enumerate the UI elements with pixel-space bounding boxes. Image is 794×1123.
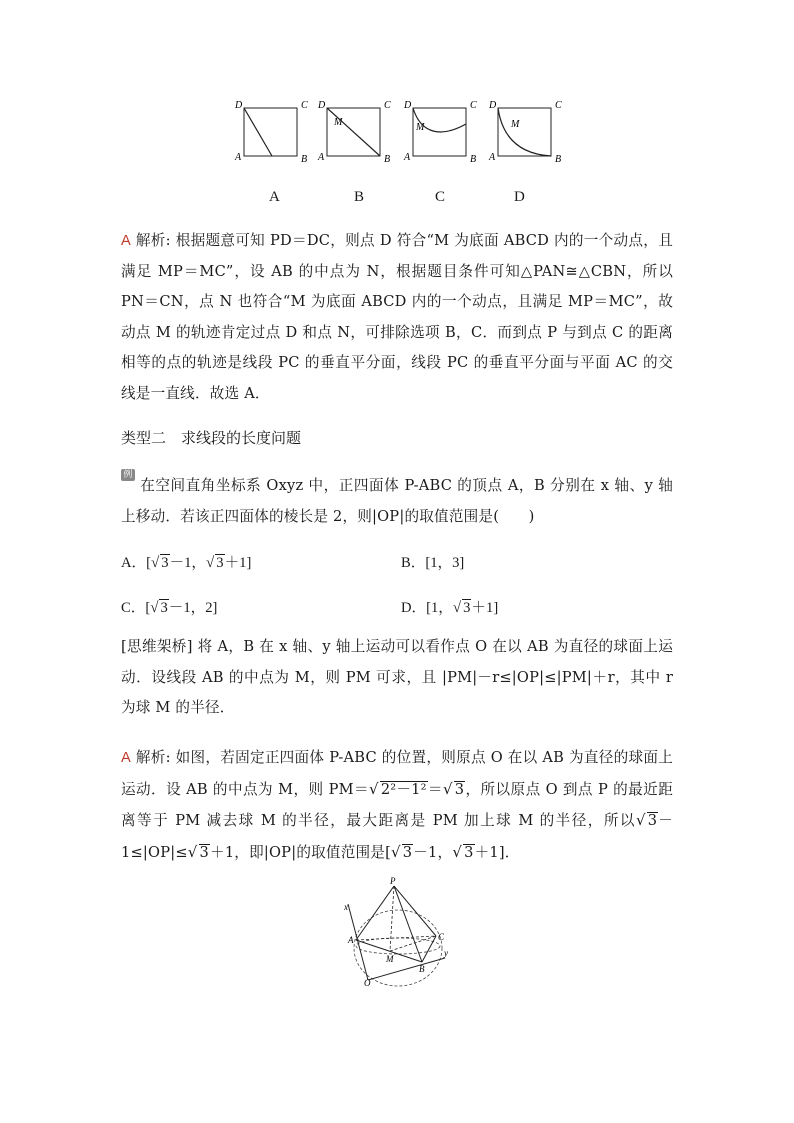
solution-2: A 解析: 如图，若固定正四面体 P-ABC 的位置，则原点 O 在以 AB 为直径的球面上运动．设 AB 的中点为 M，则 PM＝√ 2²－1²＝√ 3，所以原点 O 到点 P 的最近距离等于 PM 减去球 M 的半径，最大距离是 PM 加上球 M 的半径，所以√ 3－1≤|OP|≤√ 3＋1，即|OP|的取值范围是[√ 3－1，√ 3＋1]． [121,749,673,861]
svg-text:M: M [416,122,425,133]
svg-text:C: C [384,100,391,111]
choice-a: A．[√ 3－1，√ 3＋1] [121,555,252,571]
solution-text: 根据题意可知 PD＝DC，则点 D 符合“M 为底面 ABCD 内的一个动点，且满足 MP＝MC”，设 AB 的中点为 N，根据题目条件可知△PAN≅△CBN，所以 PN＝CN，点 N 也符合“M 为底面 ABCD 内的一个动点，且满足 MP＝MC”，故动点 M 的轨迹肯定过点 D 和点 N，可排除选项 B，C．而到点 P 与到点 C 的距离相等的点的轨迹是线段 PC 的垂直平分面，线段 PC 的垂直平分面与平面 AC 的交线是一直线．故选 A． [121,232,673,402]
svg-text:M: M [511,119,520,130]
svg-text:B: B [384,154,391,165]
figure-label-a: A [269,189,280,205]
example-badge: 例2 [121,469,135,481]
svg-text:D: D [235,100,243,111]
figure-label-c: C [435,189,446,205]
svg-text:C: C [470,100,477,111]
choice-d: D．[1，√ 3＋1] [401,600,499,616]
solution-title: 解析 [135,232,166,249]
svg-text:P: P [390,876,396,886]
svg-text:A: A [235,152,242,163]
svg-text:C: C [301,100,308,111]
tetrahedron-figure [340,876,460,988]
svg-text:A: A [318,152,325,163]
figure-a [234,100,308,165]
solution-1: A 解析: 根据题意可知 PD＝DC，则点 D 符合“M 为底面 ABCD 内的一个动点，且满足 MP＝MC”，设 AB 的中点为 N，根据题目条件可知△PAN≅△CBN，所以 PN＝CN，点 N 也符合“M 为底面 ABCD 内的一个动点，且满足 MP＝MC”，故动点 M 的轨迹肯定过点 D 和点 N，可排除选项 B，C．而到点 P 与到点 C 的距离相等的点的轨迹是线段 PC 的垂直平分面，线段 PC 的垂直平分面与平面 AC 的交线是一直线．故选 A． [121,232,673,402]
svg-text:A: A [489,152,496,163]
svg-text:D: D [489,100,497,111]
figure-c [403,100,477,165]
figure-label-d: D [514,189,525,205]
svg-text:C: C [555,100,562,111]
svg-text:B: B [470,154,477,165]
svg-text:C: C [438,932,445,942]
svg-text:y: y [444,948,448,958]
svg-text:B: B [301,154,308,165]
svg-text:B: B [555,154,562,165]
svg-text:M: M [386,954,394,964]
thinking-text: 将 A，B 在 x 轴、y 轴上运动可以看作点 O 在以 AB 为直径的球面上运动．设线段 AB 的中点为 M，则 PM 可求，且 |PM|－r≤|OP|≤|PM|＋r，其中 r 为球 M 的半径． [121,638,673,716]
section-heading: 类型二 求线段的长度问题 [121,429,302,447]
thinking-title: [思维架桥] [121,638,193,655]
figure-label-b: B [354,189,365,205]
svg-text:D: D [318,100,326,111]
figure-b [317,100,391,165]
svg-text:D: D [404,100,412,111]
figure-d [488,100,562,165]
thinking-bridge [121,632,673,724]
svg-text:O: O [364,978,371,988]
answer-mark-2: A [121,750,131,766]
svg-text:B: B [419,964,425,974]
svg-text:M: M [334,117,343,128]
svg-text:x: x [344,902,348,912]
answer-mark: A [121,233,131,249]
svg-text:A: A [404,152,411,163]
example-text: 在空间直角坐标系 Oxyz 中，正四面体 P-ABC 的顶点 A，B 分别在 x 轴、y 轴上移动．若该正四面体的棱长是 2，则|OP|的取值范围是( ) [121,477,673,525]
example-2 [121,469,673,532]
option-figures [232,96,572,166]
choice-b: B．[1，3] [401,555,465,571]
choice-c: C．[√ 3－1，2] [121,600,218,616]
svg-text:A: A [348,935,354,945]
